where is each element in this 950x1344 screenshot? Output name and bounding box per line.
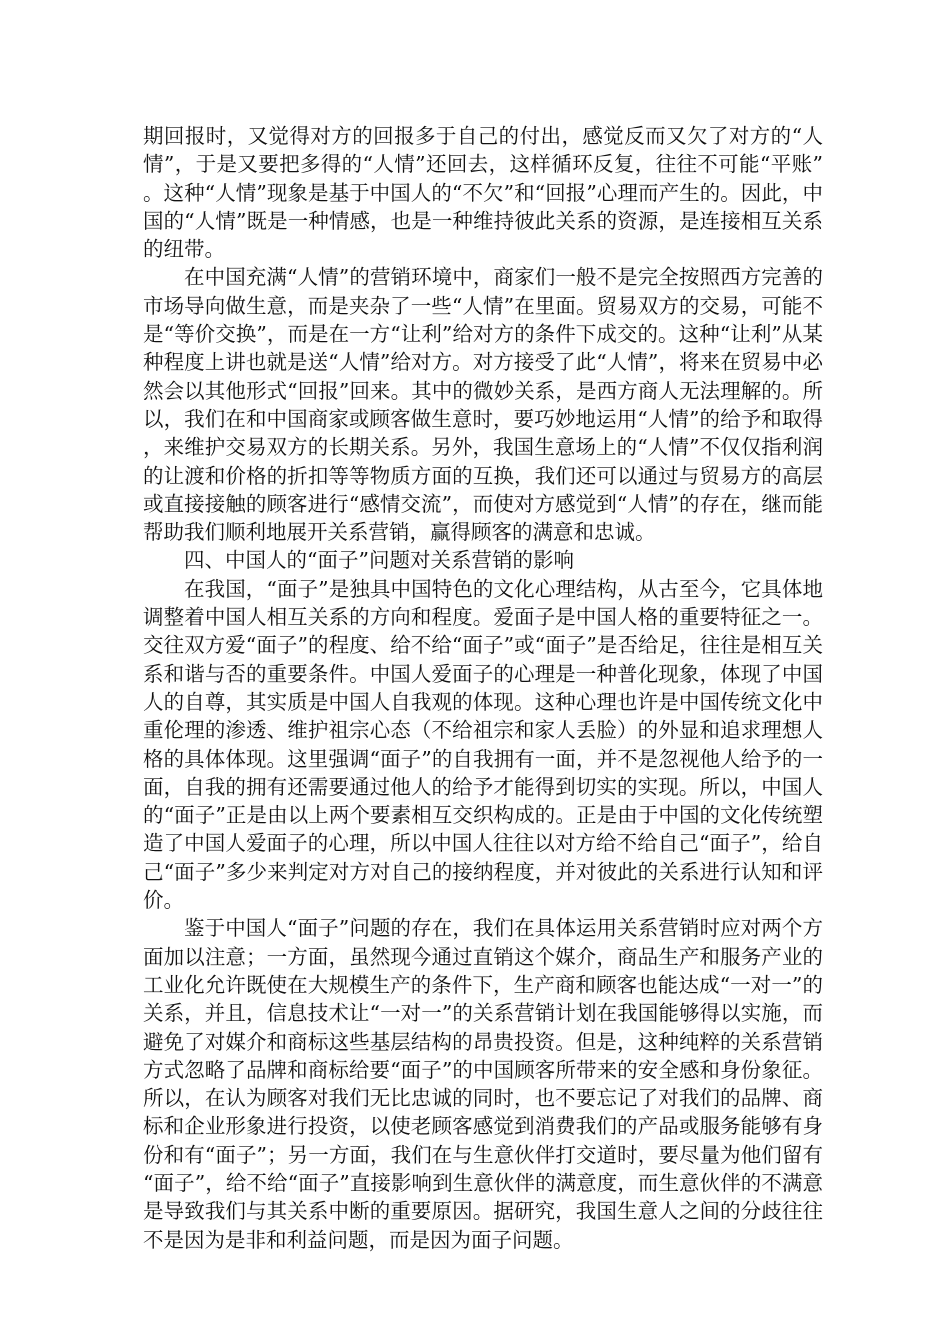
paragraph-4: 鉴于中国人“面子”问题的存在，我们在具体运用关系营销时应对两个方面加以注意；一方面，虽然现今通过直销这个媒介，商品生产和服务产业的工业化允许既使在大规模生产的条件下，生产商和顾客也能达成“一对一”的关系，并且，信息技术让“一对一”的关系营销计划在我国能够得以实施，而避免了对媒介和商标这些基层结构的昂贵投资。但是，这种纯粹的关系营销方式忽略了品牌和商标给要“面子”的中国顾客所带来的安全感和身份象征。所以，在认为顾客对我们无比忠诚的同时，也不要忘记了对我们的品牌、商标和企业形象进行投资，以使老顾客感觉到消费我们的产品或服务能够有身份和有“面子”；另一方面，我们在与生意伙伴打交道时，要尽量为他们留有“面子”，给不给“面子”直接影响到生意伙伴的满意度，而生意伙伴的不满意是导致我们与其关系中断的重要原因。据研究，我国生意人之间的分歧往往不是因为是非和利益问题，而是因为面子问题。 — [143, 916, 823, 1252]
section-heading: 四、中国人的“面子”问题对关系营销的影响 — [184, 548, 574, 573]
paragraph-2: 在中国充满“人情”的营销环境中，商家们一般不是完全按照西方完善的市场导向做生意，而是夹杂了一些“人情”在里面。贸易双方的交易，可能不是“等价交换”，而是在一方“让利”给对方的条件下成交的。这种“让利”从某种程度上讲也就是送“人情”给对方。对方接受了此“人情”，将来在贸易中必然会以其他形式“回报”回来。其中的微妙关系，是西方商人无法理解的。所以，我们在和中国商家或顾客做生意时，要巧妙地运用“人情”的给予和取得，来维护交易双方的长期关系。另外，我国生意场上的“人情”不仅仅指利润的让渡和价格的折扣等等物质方面的互换，我们还可以通过与贸易方的高层或直接接触的顾客进行“感情交流”，而使对方感觉到“人情”的存在，继而能帮助我们顺利地展开关系营销，赢得顾客的满意和忠诚。 — [143, 265, 823, 545]
document-body — [143, 122, 823, 1254]
paragraph-1: 期回报时，又觉得对方的回报多于自己的付出，感觉反而又欠了对方的“人情”，于是又要把多得的“人情”还回去，这样循环反复，往往不可能“平账”。这种“人情”现象是基于中国人的“不欠”和“回报”心理而产生的。因此，中国的“人情”既是一种情感，也是一种维持彼此关系的资源，是连接相互关系的纽带。 — [143, 124, 823, 262]
paragraph-3: 在我国，“面子”是独具中国特色的文化心理结构，从古至今，它具体地调整着中国人相互关系的方向和程度。爱面子是中国人格的重要特征之一。交往双方爱“面子”的程度、给不给“面子”或“面子”是否给足，往往是相互关系和谐与否的重要条件。中国人爱面子的心理是一种普化现象，体现了中国人的自尊，其实质是中国人自我观的体现。这种心理也许是中国传统文化中重伦理的渗透、维护祖宗心态（不给祖宗和家人丢脸）的外显和追求理想人格的具体体现。这里强调“面子”的自我拥有一面，并不是忽视他人给予的一面，自我的拥有还需要通过他人的给予才能得到切实的实现。所以，中国人的“面子”正是由以上两个要素相互交织构成的。正是由于中国的文化传统塑造了中国人爱面子的心理，所以中国人往往以对方给不给自己“面子”，给自己“面子”多少来判定对方对自己的接纳程度，并对彼此的关系进行认知和评价。 — [143, 576, 823, 913]
